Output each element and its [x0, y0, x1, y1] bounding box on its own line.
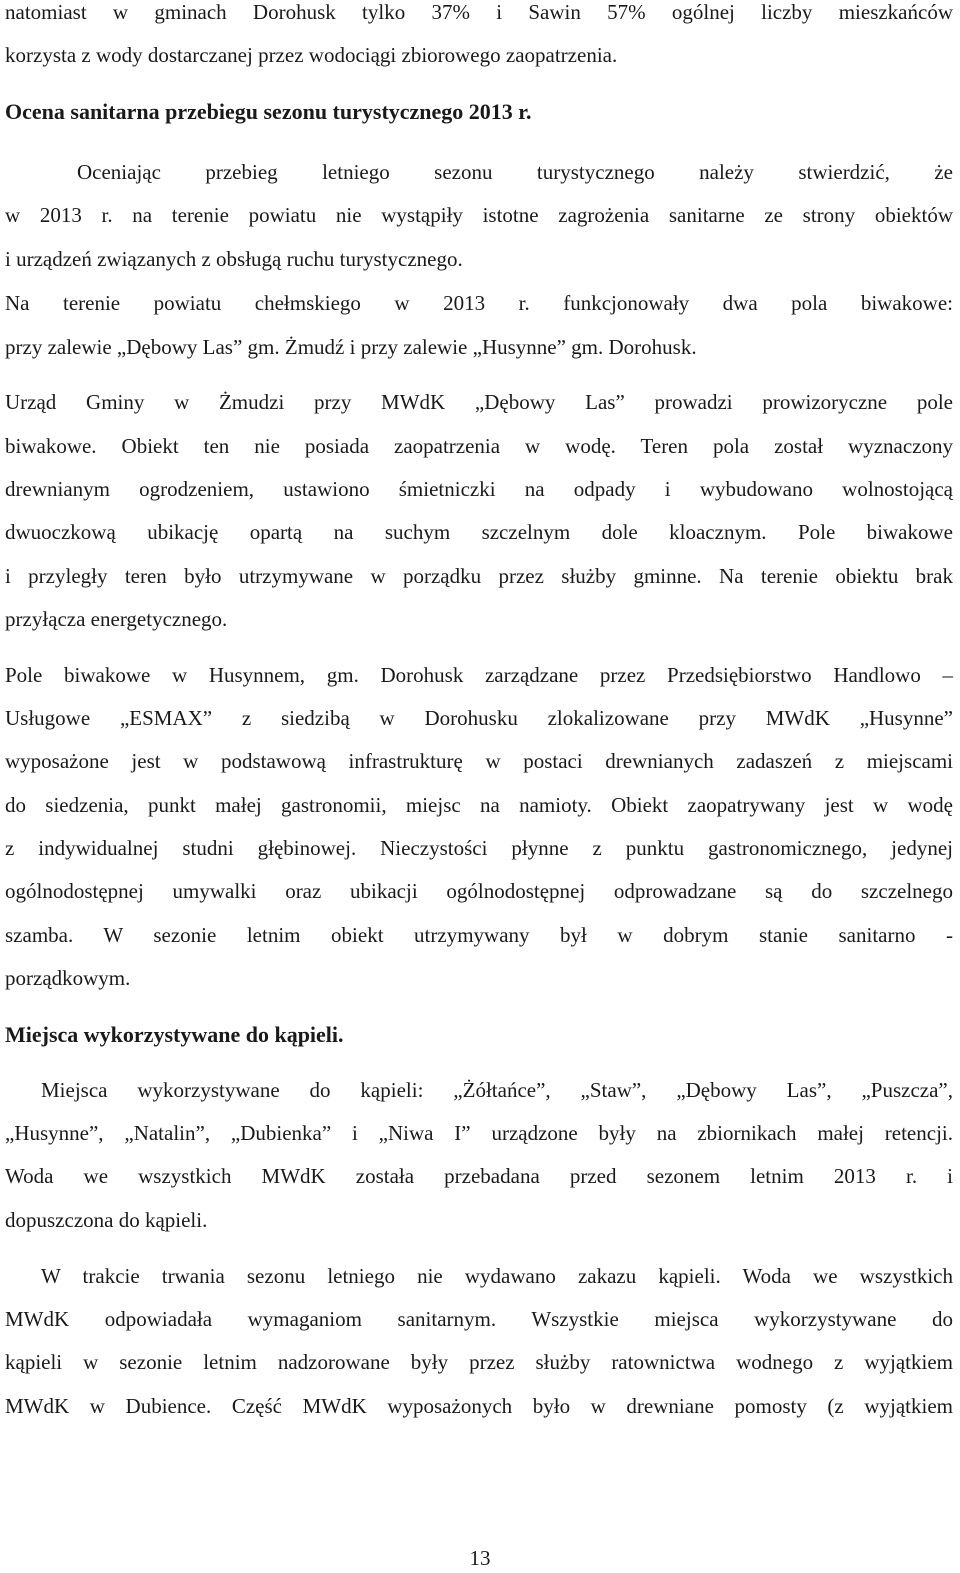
text-line: szamba. W sezonie letnim obiekt utrzymywany był w dobrym stanie sanitarno - — [5, 923, 953, 947]
text-line: „Husynne”, „Natalin”, „Dubienka” i „Niwa I” urządzone były na zbiornikach małej retencji. — [5, 1121, 953, 1145]
text-line: Usługowe „ESMAX” z siedzibą w Dorohusku zlokalizowane przy MWdK „Husynne” — [5, 706, 953, 730]
text-line: Woda we wszystkich MWdK została przebadana przed sezonem letnim 2013 r. i — [5, 1164, 953, 1188]
text-line: dwuoczkową ubikację opartą na suchym szczelnym dole kloacznym. Pole biwakowe — [5, 520, 953, 544]
text-line: do siedzenia, punkt małej gastronomii, miejsc na namioty. Obiekt zaopatrywany jest w wodę — [5, 793, 953, 817]
text-line: przyłącza energetycznego. — [5, 607, 228, 631]
text-line: korzysta z wody dostarczanej przez wodociągi zbiorowego zaopatrzenia. — [5, 43, 618, 67]
text-line: Urząd Gminy w Żmudzi przy MWdK „Dębowy Las” prowadzi prowizoryczne pole — [5, 390, 953, 414]
text-line: ogólnodostępnej umywalki oraz ubikacji ogólnodostępnej odprowadzane są do szczelnego — [5, 879, 953, 903]
text-line: z indywidualnej studni głębinowej. Nieczystości płynne z punktu gastronomicznego, jedynej — [5, 836, 953, 860]
section-heading-bathing: Miejsca wykorzystywane do kąpieli. — [5, 1022, 344, 1047]
text-line: i urządzeń związanych z obsługą ruchu turystycznego. — [5, 247, 463, 271]
text-line: biwakowe. Obiekt ten nie posiada zaopatrzenia w wodę. Teren pola został wyznaczony — [5, 434, 953, 458]
text-line: natomiast w gminach Dorohusk tylko 37% i Sawin 57% ogólnej liczby mieszkańców — [5, 0, 953, 24]
text-line: Pole biwakowe w Husynnem, gm. Dorohusk zarządzane przez Przedsiębiorstwo Handlowo – — [5, 663, 953, 687]
section-heading-tourism: Ocena sanitarna przebiegu sezonu turystycznego 2013 r. — [5, 99, 532, 124]
text-line: przy zalewie „Dębowy Las” gm. Żmudź i przy zalewie „Husynne” gm. Dorohusk. — [5, 335, 697, 359]
text-line: wyposażone jest w podstawową infrastrukturę w postaci drewnianych zadaszeń z miejscami — [5, 749, 953, 773]
page-number: 13 — [469, 1546, 491, 1570]
text-line: Miejsca wykorzystywane do kąpieli: „Żółtańce”, „Staw”, „Dębowy Las”, „Puszcza”, — [41, 1078, 953, 1102]
text-line: w 2013 r. na terenie powiatu nie wystąpiły istotne zagrożenia sanitarne ze strony obiektów — [5, 203, 953, 227]
text-line: drewnianym ogrodzeniem, ustawiono śmietniczki na odpady i wybudowano wolnostojącą — [5, 477, 953, 501]
text-line: Oceniając przebieg letniego sezonu turystycznego należy stwierdzić, że — [77, 160, 953, 184]
text-line: W trakcie trwania sezonu letniego nie wydawano zakazu kąpieli. Woda we wszystkich — [41, 1264, 953, 1288]
text-line: dopuszczona do kąpieli. — [5, 1208, 208, 1232]
text-line: MWdK w Dubience. Część MWdK wyposażonych było w drewniane pomosty (z wyjątkiem — [5, 1394, 953, 1418]
text-line: kąpieli w sezonie letnim nadzorowane były przez służby ratownictwa wodnego z wyjątkiem — [5, 1350, 953, 1374]
text-line: i przyległy teren było utrzymywane w porządku przez służby gminne. Na terenie obiektu brak — [5, 564, 953, 588]
text-line: MWdK odpowiadała wymaganiom sanitarnym. Wszystkie miejsca wykorzystywane do — [5, 1307, 953, 1331]
text-line: Na terenie powiatu chełmskiego w 2013 r. funkcjonowały dwa pola biwakowe: — [5, 291, 953, 315]
text-line: porządkowym. — [5, 966, 131, 990]
